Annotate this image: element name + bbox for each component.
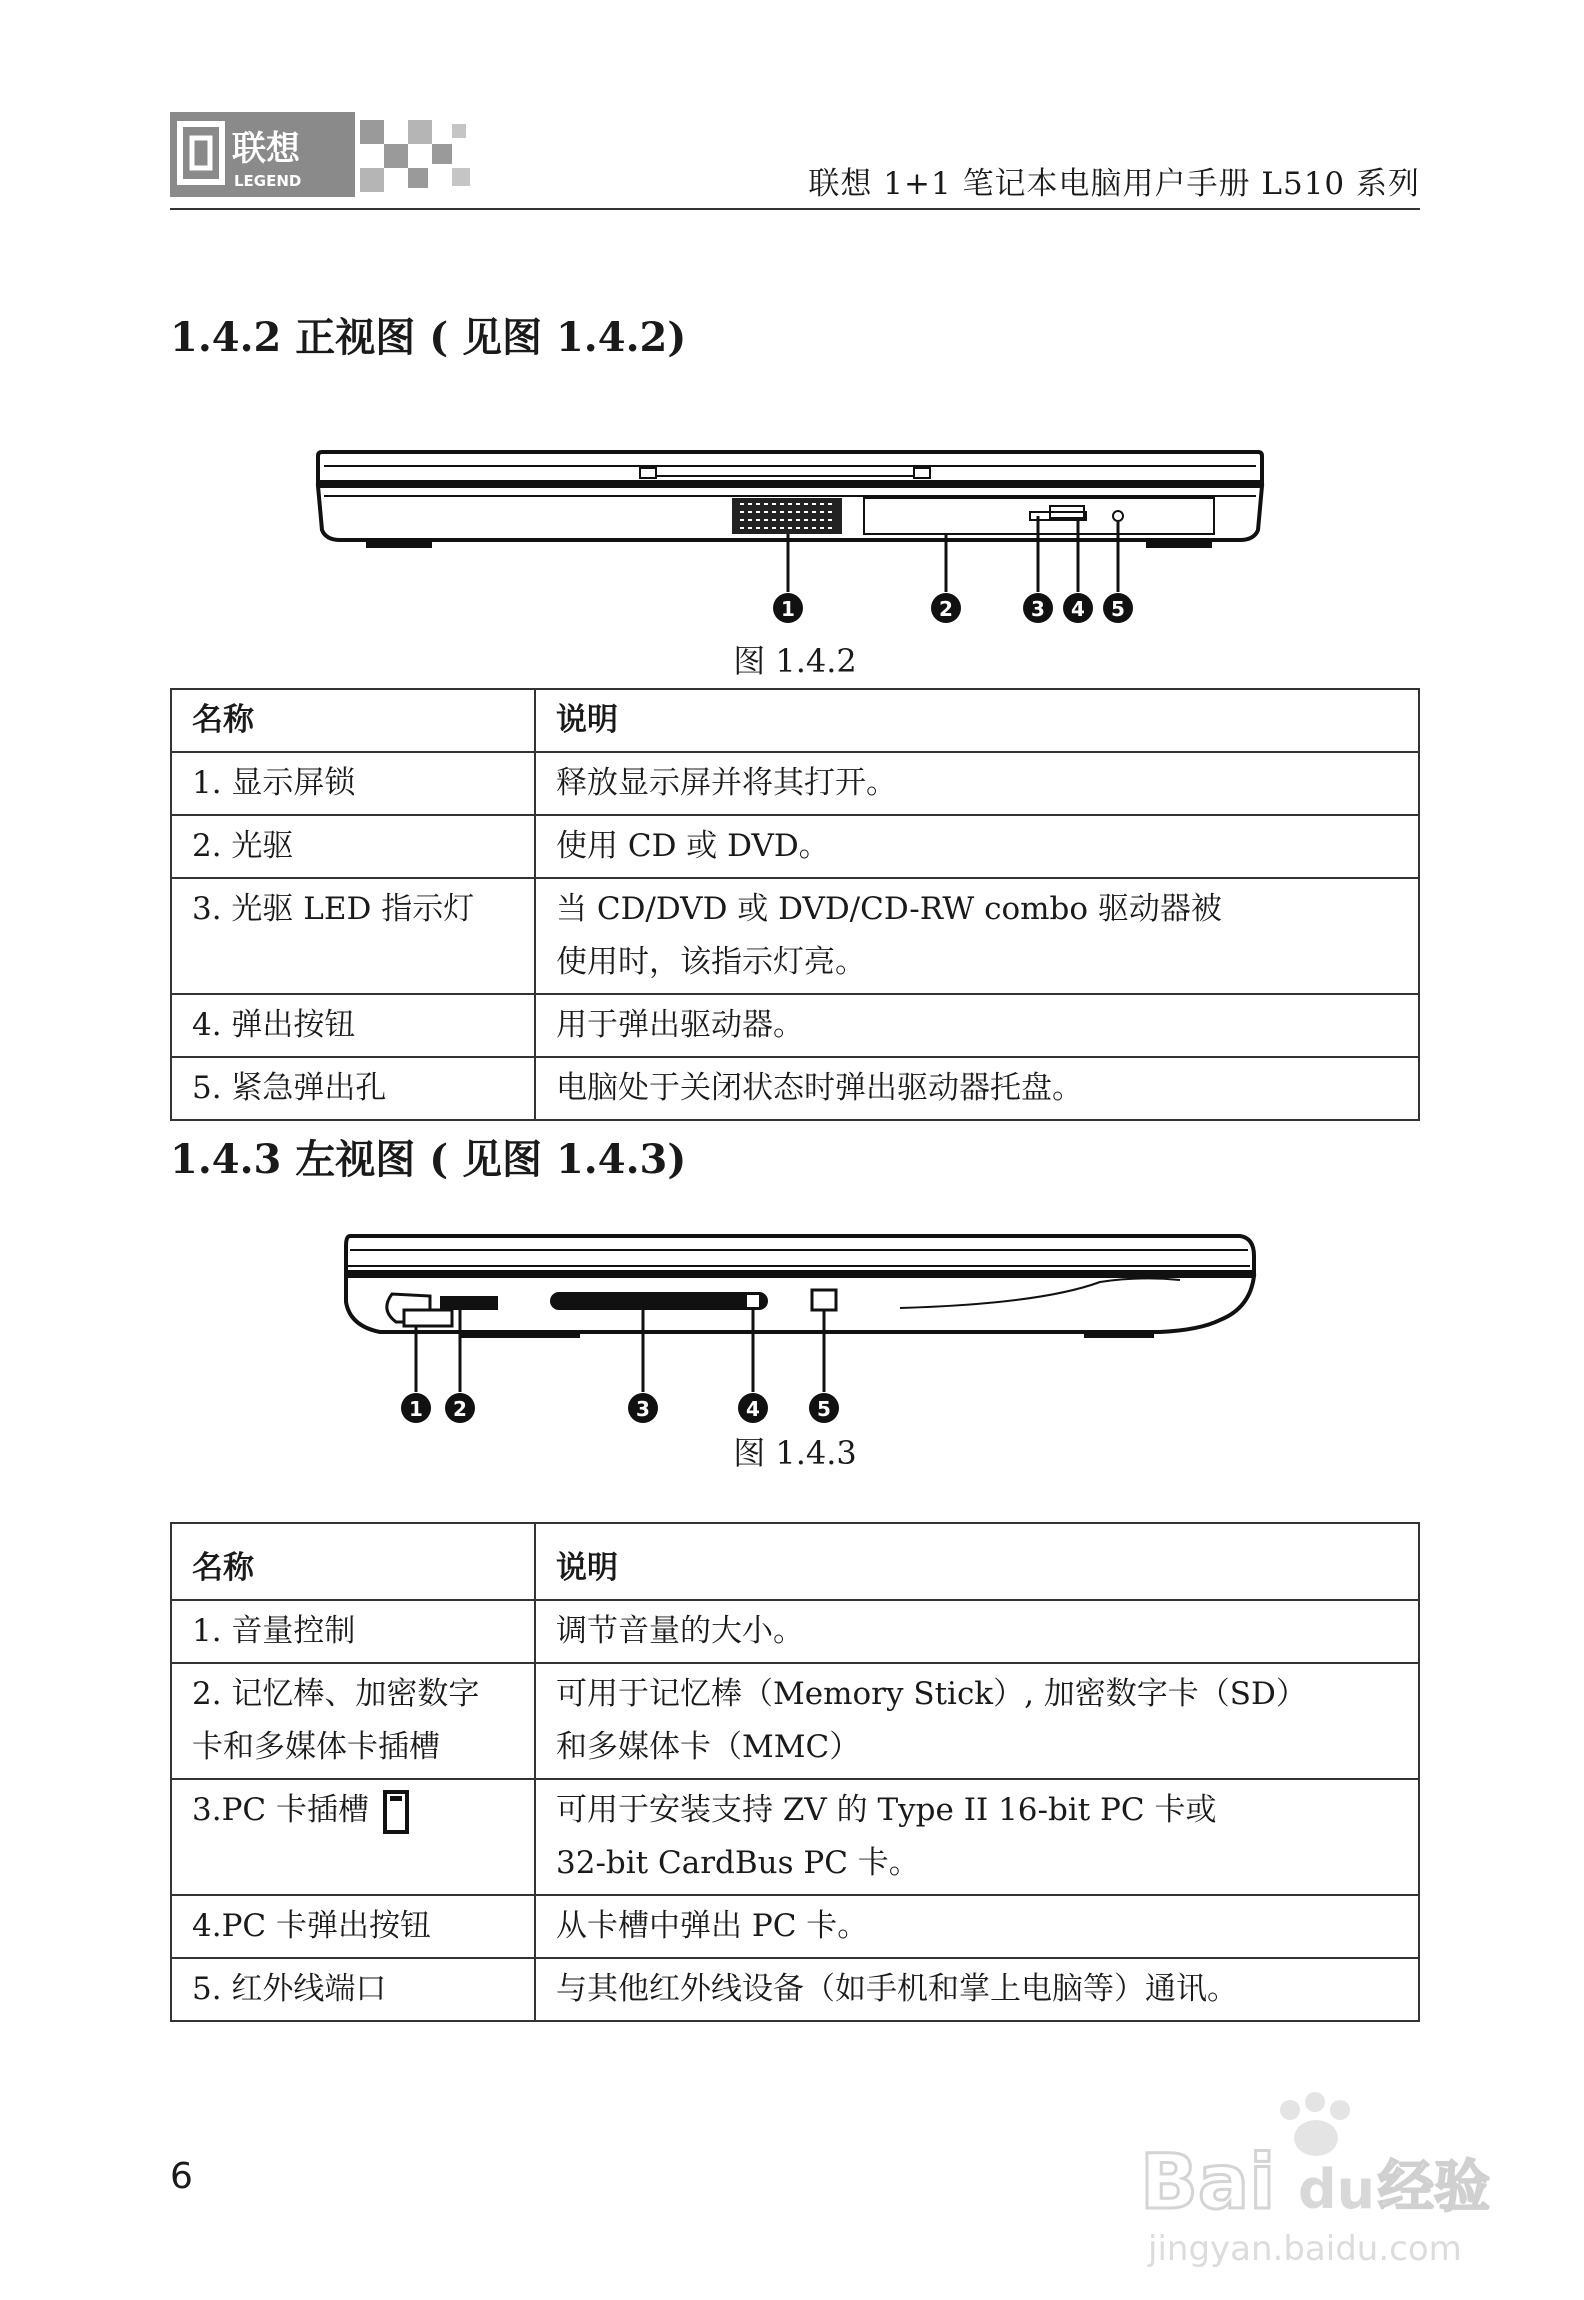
row-name-text: 3.PC 卡插槽 (192, 1792, 370, 1828)
left-view-figure (340, 1222, 1260, 1432)
table-row (171, 1057, 1419, 1120)
paw-icon (1280, 2092, 1350, 2156)
row-desc-line-2: 32-bit CardBus PC 卡。 (556, 1845, 920, 1881)
svg-text:1: 1 (409, 1397, 423, 1421)
row-desc: 调节音量的大小。 (535, 1600, 1419, 1663)
row-name: 5. 紧急弹出孔 (171, 1057, 535, 1120)
callout-2 (931, 593, 961, 623)
svg-text:4: 4 (1071, 597, 1085, 621)
table-row (171, 1600, 1419, 1663)
row-name: 5. 红外线端口 (171, 1958, 535, 2021)
row-desc-line-2: 和多媒体卡（MMC） (556, 1729, 861, 1765)
watermark-brand-du: du (1298, 2158, 1376, 2221)
manual-title: 联想 1+1 笔记本电脑用户手册 L510 系列 (808, 166, 1420, 202)
svg-text:2: 2 (453, 1397, 467, 1421)
table-header-row (171, 1523, 1419, 1600)
pc-card-slot-icon (383, 1790, 409, 1834)
svg-text:3: 3 (1031, 597, 1045, 621)
watermark-brand-cn: 经验 (1378, 2155, 1490, 2220)
page-number: 6 (170, 2156, 193, 2197)
row-desc (535, 1663, 1419, 1779)
table-row (171, 1895, 1419, 1958)
row-desc: 使用 CD 或 DVD。 (535, 815, 1419, 878)
figure-caption-front: 图 1.4.2 (733, 642, 857, 680)
table-row (171, 878, 1419, 994)
row-name: 1. 显示屏锁 (171, 752, 535, 815)
header-divider (170, 208, 1420, 210)
callout-2 (445, 1393, 475, 1423)
row-desc-line-1: 可用于记忆棒（Memory Stick）, 加密数字卡（SD） (556, 1676, 1307, 1712)
svg-text:2: 2 (939, 597, 953, 621)
svg-text:5: 5 (817, 1397, 831, 1421)
table-row (171, 1663, 1419, 1779)
table-row (171, 1779, 1419, 1895)
row-desc: 与其他红外线设备（如手机和掌上电脑等）通讯。 (535, 1958, 1419, 2021)
row-name (171, 1779, 535, 1895)
front-view-figure (310, 440, 1270, 630)
figure-caption-left: 图 1.4.3 (733, 1434, 857, 1472)
row-desc (535, 1779, 1419, 1895)
callout-1 (773, 593, 803, 623)
logo-subtext: LEGEND (234, 172, 302, 190)
callout-5 (809, 1393, 839, 1423)
callout-5 (1103, 593, 1133, 623)
table-row (171, 752, 1419, 815)
row-desc: 从卡槽中弹出 PC 卡。 (535, 1895, 1419, 1958)
svg-text:4: 4 (746, 1397, 760, 1421)
baidu-jingyan-watermark (1120, 2080, 1500, 2280)
section-title-front-view: 1.4.2 正视图 ( 见图 1.4.2) (170, 314, 687, 361)
legend-logo (170, 112, 475, 197)
row-name: 3. 光驱 LED 指示灯 (171, 878, 535, 994)
watermark-brand: Bai (1140, 2137, 1276, 2226)
row-desc: 电脑处于关闭状态时弹出驱动器托盘。 (535, 1057, 1419, 1120)
watermark-url: jingyan.baidu.com (1148, 2229, 1462, 2269)
row-desc (535, 878, 1419, 994)
header-desc: 说明 (535, 1523, 1419, 1600)
header-desc: 说明 (535, 689, 1419, 752)
svg-text:1: 1 (781, 597, 795, 621)
callout-4 (1063, 593, 1093, 623)
logo-text: 联想 (232, 129, 300, 169)
table-row (171, 994, 1419, 1057)
callout-4 (738, 1393, 768, 1423)
row-desc-line-1: 当 CD/DVD 或 DVD/CD-RW combo 驱动器被 (556, 891, 1222, 927)
row-name (171, 1663, 535, 1779)
row-name-line-1: 2. 记忆棒、加密数字 (192, 1676, 480, 1712)
row-desc: 用于弹出驱动器。 (535, 994, 1419, 1057)
left-view-table (170, 1522, 1420, 2022)
callout-3 (628, 1393, 658, 1423)
row-desc: 释放显示屏并将其打开。 (535, 752, 1419, 815)
callout-1 (401, 1393, 431, 1423)
svg-text:5: 5 (1111, 597, 1125, 621)
section-title-left-view: 1.4.3 左视图 ( 见图 1.4.3) (170, 1136, 687, 1183)
front-view-table (170, 688, 1420, 1121)
row-name: 1. 音量控制 (171, 1600, 535, 1663)
row-name: 4.PC 卡弹出按钮 (171, 1895, 535, 1958)
table-row (171, 815, 1419, 878)
callout-3 (1023, 593, 1053, 623)
svg-text:3: 3 (636, 1397, 650, 1421)
row-desc-line-1: 可用于安装支持 ZV 的 Type II 16-bit PC 卡或 (556, 1792, 1217, 1828)
row-name-line-2: 卡和多媒体卡插槽 (192, 1729, 440, 1765)
header-name: 名称 (171, 689, 535, 752)
row-desc-line-2: 使用时，该指示灯亮。 (556, 944, 866, 980)
row-name: 2. 光驱 (171, 815, 535, 878)
row-name: 4. 弹出按钮 (171, 994, 535, 1057)
table-header-row (171, 689, 1419, 752)
header-name: 名称 (171, 1523, 535, 1600)
table-row (171, 1958, 1419, 2021)
